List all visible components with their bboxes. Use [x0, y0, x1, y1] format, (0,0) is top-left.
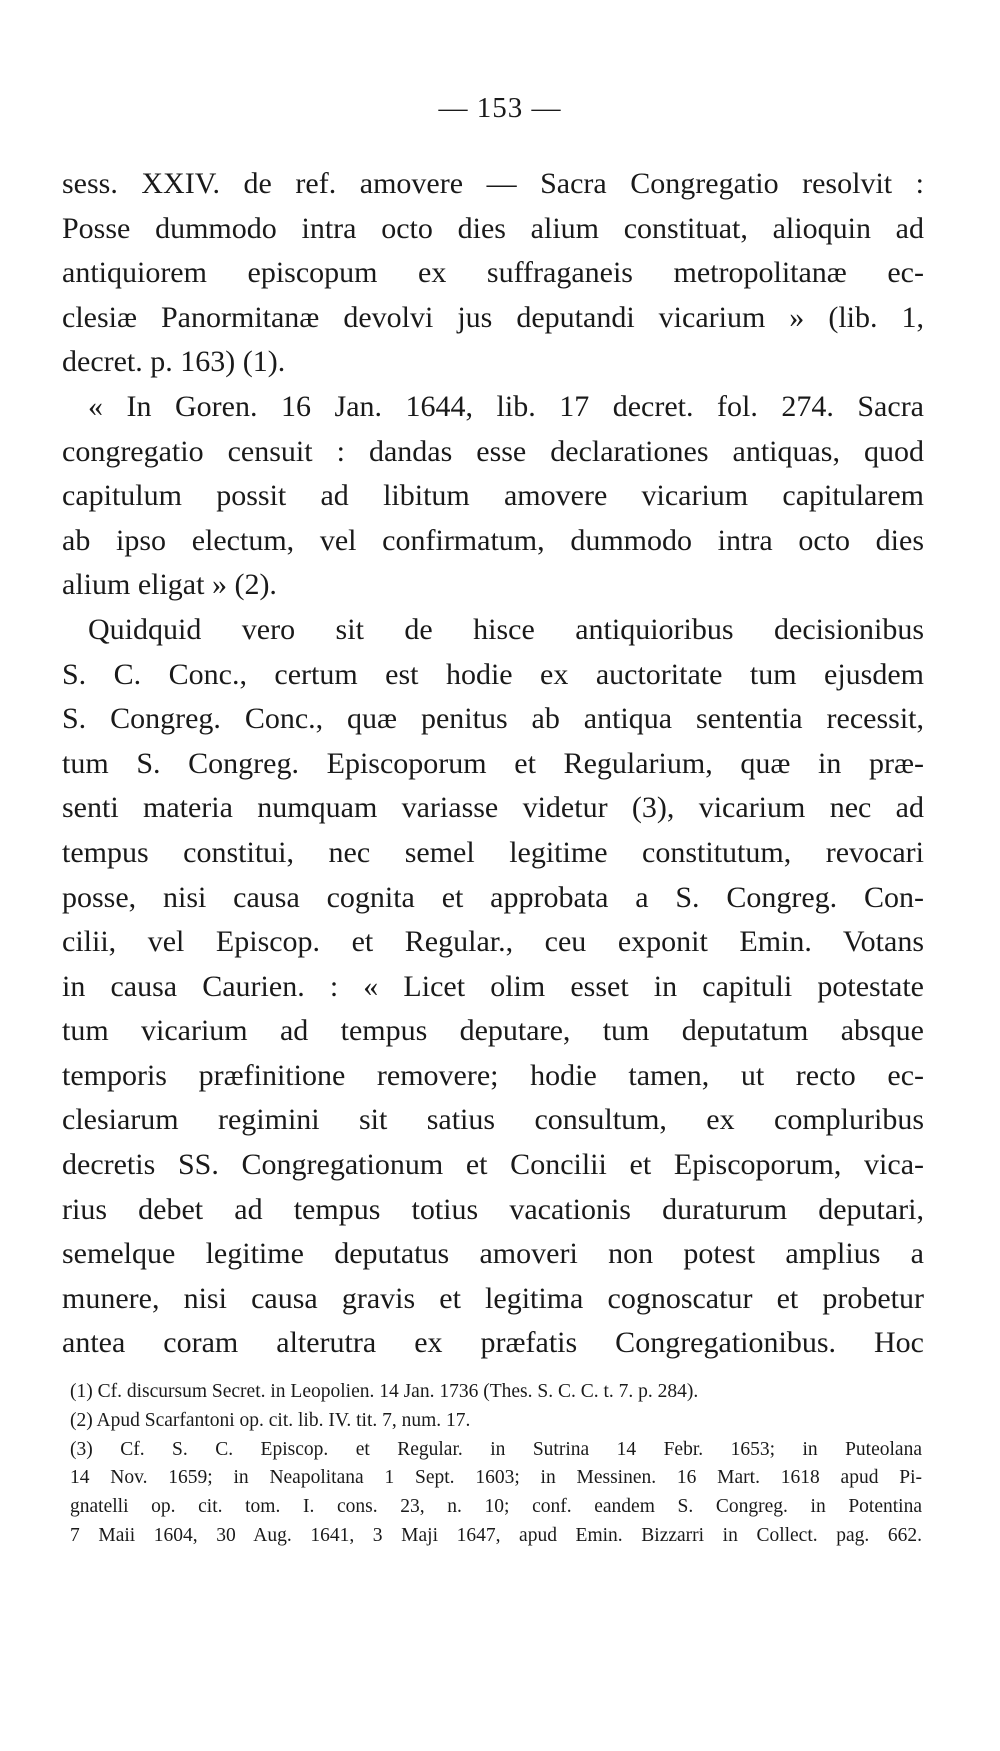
body-line: tempus constitui, nec semel legitime constitutum, revocari — [62, 835, 924, 869]
body-line: antiquiorem episcopum ex suffraganeis metropolitanæ ec- — [62, 256, 924, 290]
body-line: senti materia numquam variasse videtur (3), vicarium nec ad — [62, 791, 924, 825]
body-line: tum vicarium ad tempus deputare, tum deputatum absque — [62, 1014, 924, 1048]
body-line: decretis SS. Congregationum et Concilii et Episcoporum, vica- — [62, 1148, 924, 1182]
body-line: tum S. Congreg. Episcoporum et Regularium, quæ in præ- — [62, 746, 924, 780]
body-line: congregatio censuit : dandas esse declarationes antiquas, quod — [62, 434, 924, 468]
body-line: antea coram alterutra ex præfatis Congregationibus. Hoc — [62, 1326, 924, 1360]
footnote-line: 7 Maii 1604, 30 Aug. 1641, 3 Maji 1647, apud Emin. Bizzarri in Collect. pag. 662. — [70, 1524, 922, 1546]
footnote-line: 14 Nov. 1659; in Neapolitana 1 Sept. 1603; in Messinen. 16 Mart. 1618 apud Pi- — [70, 1467, 922, 1489]
body-line: capitulum possit ad libitum amovere vicarium capitularem — [62, 479, 924, 513]
body-line: clesiæ Panormitanæ devolvi jus deputandi vicarium » (lib. 1, — [62, 300, 924, 334]
body-line: semelque legitime deputatus amoveri non potest amplius a — [62, 1237, 924, 1271]
body-text — [62, 162, 924, 1366]
body-line: rius debet ad tempus totius vacationis duraturum deputari, — [62, 1192, 924, 1226]
body-line: decret. p. 163) (1). — [62, 345, 286, 379]
footnote-line: gnatelli op. cit. tom. I. cons. 23, n. 10; conf. eandem S. Congreg. in Potentina — [70, 1496, 922, 1518]
body-line: posse, nisi causa cognita et approbata a S. Congreg. Con- — [62, 880, 924, 914]
body-line: S. Congreg. Conc., quæ penitus ab antiqua sententia recessit, — [62, 702, 924, 736]
footnote-line: (1) Cf. discursum Secret. in Leopolien. 14 Jan. 1736 (Thes. S. C. C. t. 7. p. 284). — [70, 1381, 699, 1402]
footnote-line: (2) Apud Scarfantoni op. cit. lib. IV. tit. 7, num. 17. — [70, 1409, 471, 1431]
page-number: — 153 — — [438, 92, 562, 124]
footnote-line: (3) Cf. S. C. Episcop. et Regular. in Sutrina 14 Febr. 1653; in Puteolana — [70, 1438, 922, 1460]
body-line: Posse dummodo intra octo dies alium constituat, alioquin ad — [62, 211, 924, 245]
body-line: Quidquid vero sit de hisce antiquioribus decisionibus — [88, 612, 924, 646]
body-line: « In Goren. 16 Jan. 1644, lib. 17 decret. fol. 274. Sacra — [88, 389, 924, 423]
body-line: munere, nisi causa gravis et legitima cognoscatur et probetur — [62, 1281, 924, 1315]
body-line: sess. XXIV. de ref. amovere — Sacra Congregatio resolvit : — [62, 167, 924, 200]
body-line: temporis præfinitione removere; hodie tamen, ut recto ec- — [62, 1058, 924, 1092]
body-line: clesiarum regimini sit satius consultum, ex compluribus — [62, 1103, 924, 1137]
body-line: alium eligat » (2). — [62, 568, 277, 602]
body-line: ab ipso electum, vel confirmatum, dummodo intra octo dies — [62, 523, 924, 557]
body-line: cilii, vel Episcop. et Regular., ceu exponit Emin. Votans — [62, 925, 924, 959]
body-line: S. C. Conc., certum est hodie ex auctoritate tum ejusdem — [62, 657, 924, 691]
footnotes — [70, 1378, 922, 1551]
body-line: in causa Caurien. : « Licet olim esset in capituli potestate — [62, 969, 924, 1003]
